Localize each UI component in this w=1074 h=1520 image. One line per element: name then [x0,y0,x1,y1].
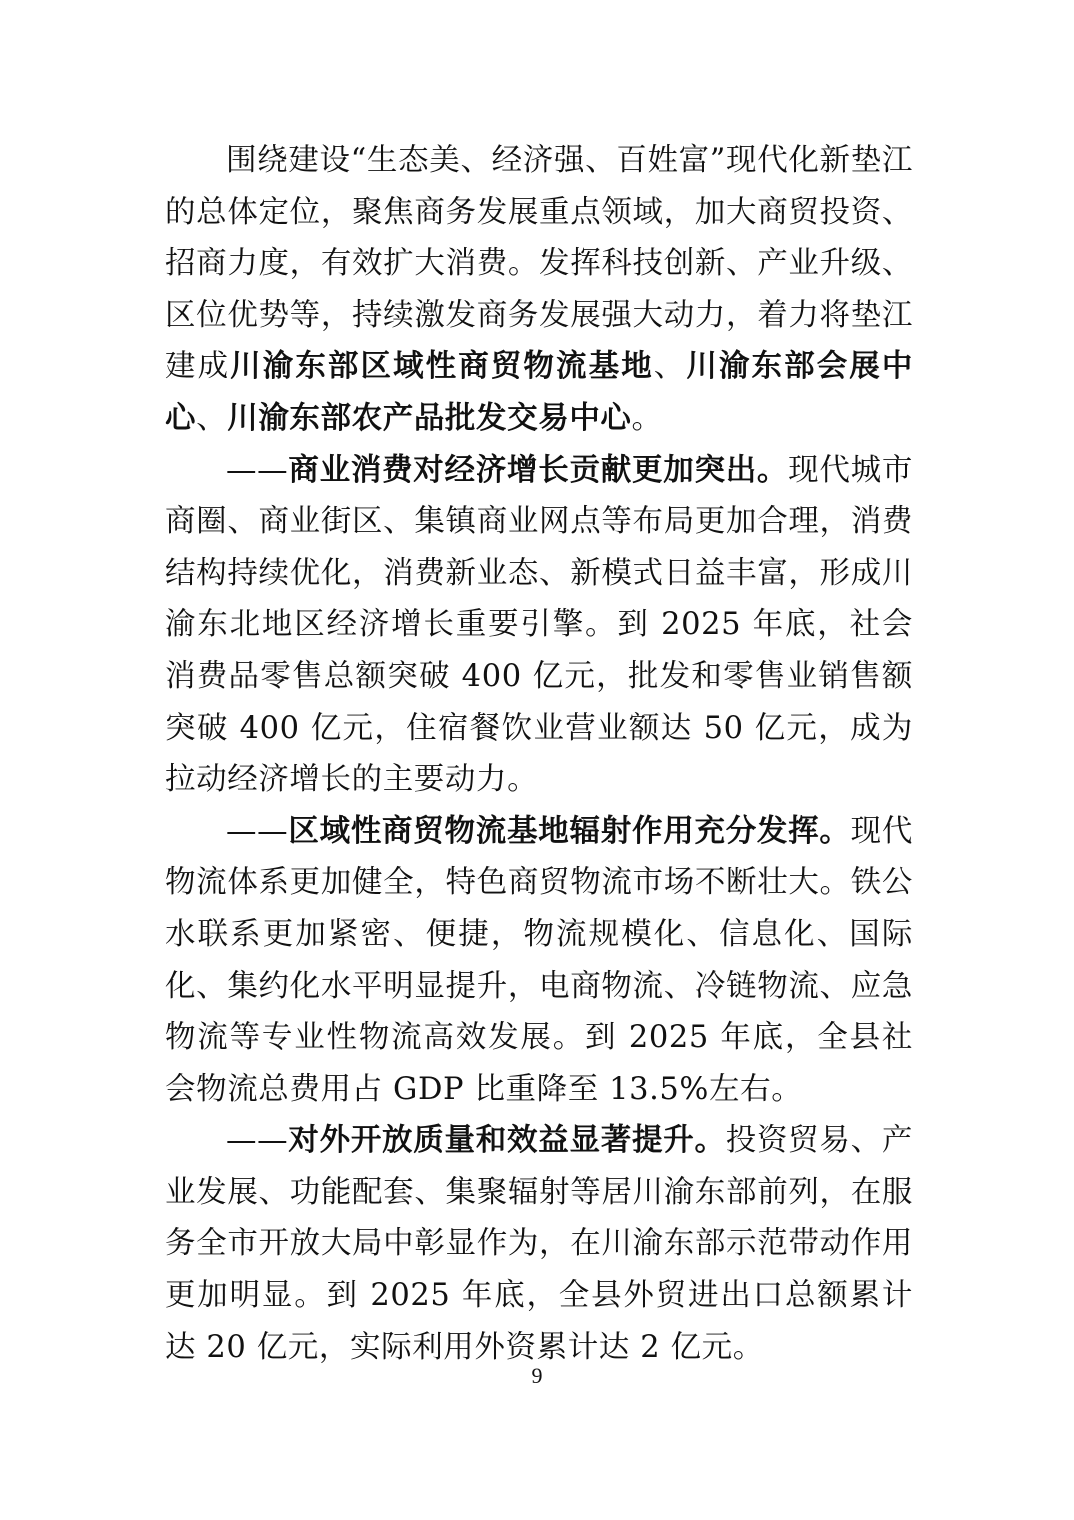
paragraph-text: 现代物流体系更加健全，特色商贸物流市场不断壮大。铁公水联系更加紧密、便捷，物流规模化、信息化、国际化、集约化水平明显提升，电商物流、冷链物流、应急物流等专业性物流高效发展。到 2025 年底，全县社会物流总费用占 GDP 比重降至 13.5%左右。 [165,813,913,1107]
paragraph-text: 投资贸易、产业发展、功能配套、集聚辐射等居川渝东部前列，在服务全市开放大局中彰显作为，在川渝东部示范带动作用更加明显。到 2025 年底，全县外贸进出口总额累计达 20 亿元，实际利用外资累计达 2 亿元。 [165,1123,913,1365]
bold-phrase: 川渝东部农产品批发交易中心 [227,399,632,436]
paragraph-commercial-consumption [165,445,913,806]
paragraph-text: 、 [653,349,687,385]
paragraph-text: 、 [196,400,228,436]
em-dash: —— [226,813,289,849]
em-dash: —— [226,452,289,488]
bold-phrase: 川渝东部区域性商贸物流基地 [230,348,654,385]
section-heading: 对外开放质量和效益显著提升。 [288,1122,726,1159]
section-heading: 商业消费对经济增长贡献更加突出。 [288,451,789,488]
paragraph-opening-up [165,1115,913,1373]
paragraph-text: 。 [631,400,663,436]
bold-phrase: 川渝东部会展中心 [165,348,913,436]
em-dash: —— [226,1123,289,1159]
paragraph-logistics-base [165,806,913,1116]
paragraph-overall-positioning [165,135,913,445]
paragraph-text: 现代城市商圈、商业街区、集镇商业网点等布局更加合理，消费结构持续优化，消费新业态、新模式日益丰富，形成川渝东北地区经济增长重要引擎。到 2025 年底，社会消费品零售总额突破 400 亿元，批发和零售业销售额突破 400 亿元，住宿餐饮业营业额达 50 亿元，成为拉动经济增长的主要动力。 [165,452,913,798]
section-heading: 区域性商贸物流基地辐射作用充分发挥。 [288,812,851,849]
page-number: 9 [531,1363,543,1388]
document-body [165,135,913,1373]
paragraph-text: 围绕建设“生态美、经济强、百姓富”现代化新垫江的总体定位，聚焦商务发展重点领域，加大商贸投资、招商力度，有效扩大消费。发挥科技创新、产业升级、区位优势等，持续激发商务发展强大动力，着力将垫江建成 [165,143,913,385]
